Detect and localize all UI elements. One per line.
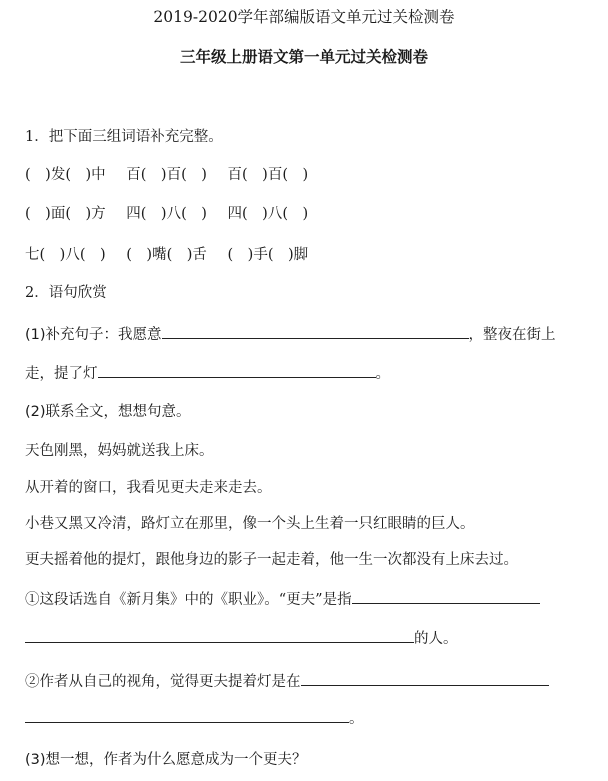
- sub-label: (1): [25, 327, 46, 343]
- item-text-after: 。: [349, 711, 364, 727]
- answer-blank[interactable]: [352, 588, 540, 604]
- item-text: ①这段话选自《新月集》中的《职业》。“更夫”是指: [25, 592, 352, 608]
- answer-blank[interactable]: [25, 627, 414, 643]
- word-blank-item[interactable]: 四( )八( ): [126, 206, 207, 222]
- answer-blank[interactable]: [25, 707, 349, 723]
- word-blank-item[interactable]: ( )发( )中: [25, 167, 106, 183]
- sub-label: (3): [25, 752, 46, 768]
- sub-text: 想一想，作者为什么愿意成为一个更夫？: [45, 752, 307, 768]
- sub-text: 补充句子：我愿意: [45, 327, 162, 343]
- word-blank-item[interactable]: ( )面( )方: [25, 206, 106, 222]
- exam-subtitle: 三年级上册语文第一单元过关检测卷: [179, 47, 428, 66]
- answer-blank[interactable]: [162, 323, 469, 339]
- passage-line: 从开着的窗口，我看见更夫走来走去。: [25, 480, 272, 496]
- exam-title: 2019-2020学年部编版语文单元过关检测卷: [153, 8, 455, 26]
- word-row-1: [25, 165, 324, 185]
- word-blank-item[interactable]: ( )手( )脚: [227, 247, 309, 263]
- word-blank-item[interactable]: 七( )八( ): [25, 247, 106, 263]
- item-1: [25, 588, 575, 610]
- sub-question-1: [25, 323, 556, 345]
- answer-blank[interactable]: [301, 670, 549, 686]
- word-blank-item[interactable]: 百( )百( ): [227, 167, 309, 183]
- sub-text-after: ，整夜在街上: [468, 327, 556, 343]
- sub-question-3: [25, 750, 307, 770]
- word-blank-item[interactable]: 百( )百( ): [126, 167, 207, 183]
- sub-question-2: [25, 402, 191, 422]
- word-row-2: [25, 204, 324, 224]
- item-2-line-2: [25, 707, 364, 729]
- sub-text: 走，提了灯: [25, 366, 98, 382]
- word-blank-item[interactable]: 四( )八( ): [227, 206, 309, 222]
- sub-text: 联系全文，想想句意。: [45, 404, 191, 420]
- question-2-prompt: 2．语句欣赏: [25, 285, 107, 301]
- sub-text-after: 。: [375, 366, 390, 382]
- item-text-after: 的人。: [414, 631, 458, 647]
- passage-line: 更夫摇着他的提灯，跟他身边的影子一起走着，他一生一次都没有上床去过。: [25, 552, 518, 568]
- passage-line: 天色刚黑，妈妈就送我上床。: [25, 443, 214, 459]
- answer-blank[interactable]: [98, 362, 376, 378]
- item-1-line-2: [25, 627, 458, 649]
- item-text: ②作者从自己的视角，觉得更夫提着灯是在: [25, 674, 301, 690]
- word-blank-item[interactable]: ( )嘴( )舌: [126, 247, 207, 263]
- passage-line: 小巷又黑又冷清，路灯立在那里，像一个头上生着一只红眼睛的巨人。: [25, 516, 475, 532]
- sub-label: (2): [25, 404, 46, 420]
- word-row-3: [25, 245, 324, 265]
- item-2: [25, 670, 549, 692]
- question-1-prompt: 1．把下面三组词语补充完整。: [25, 129, 223, 145]
- sub-question-1-line-2: [25, 362, 390, 384]
